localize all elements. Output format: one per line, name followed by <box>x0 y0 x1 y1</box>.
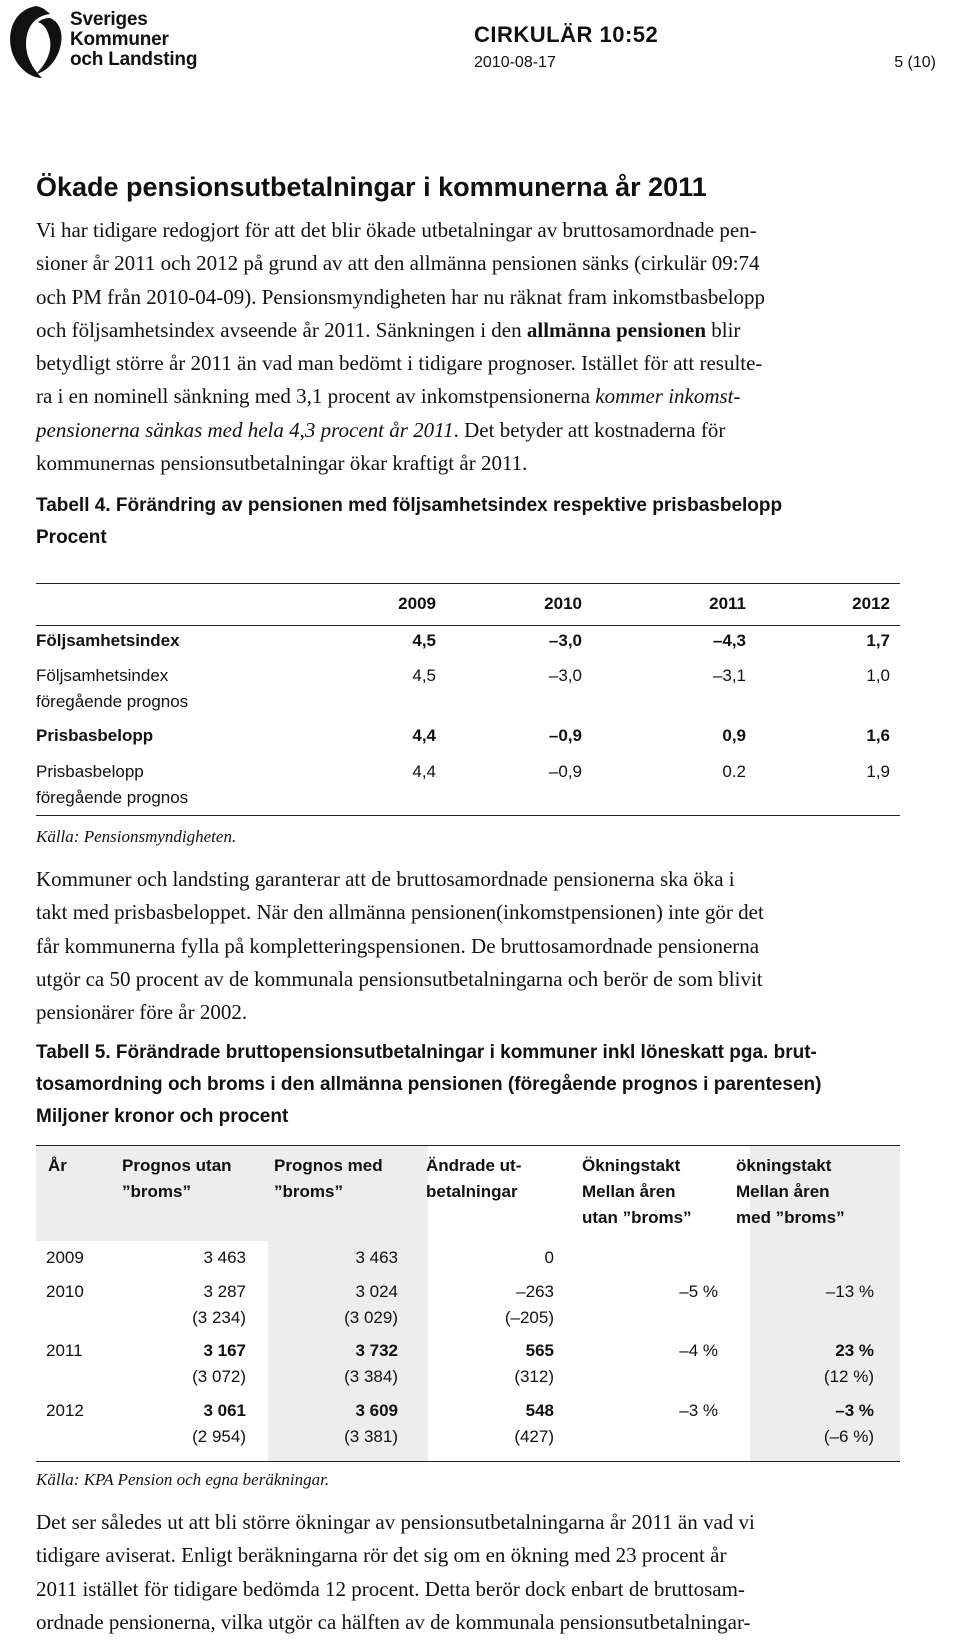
col-header-prognos-med: Prognos med ”broms” <box>274 1156 383 1201</box>
paragraph-guarantee: Kommuner och landsting garanterar att de bruttosamordnade pensionerna ska öka i takt med prisbasbeloppet. När den allmänna pensionen(inkomstpensionen) inte gör det får kommunerna fylla på kompletteringspensionen. De bruttosamordnade pensionerna utgör ca 50 procent av de kommunala pensionsutbetalningarna och berör de som blivit pensionärer före år 2002. <box>36 867 764 1025</box>
table4-bottom-rule <box>36 815 900 816</box>
table4-caption: Tabell 4. Förändring av pensionen med följsamhetsindex respektive prisbasbelopp Procent <box>36 495 783 548</box>
org-name: Sveriges Kommuner och Landsting <box>70 9 198 70</box>
page-title: Ökade pensionsutbetalningar i kommunerna år 2011 <box>36 172 707 202</box>
col-header-andrade: Ändrade ut- betalningar <box>426 1156 522 1201</box>
col-header-okning-med: ökningstakt Mellan åren med ”broms” <box>736 1156 845 1227</box>
org-logo <box>6 4 196 82</box>
table4-source: Källa: Pensionsmyndigheten. <box>36 827 237 846</box>
col-header-year: År <box>48 1156 67 1175</box>
table4-header-rule <box>36 625 900 626</box>
page-number: 5 (10) <box>894 54 936 71</box>
table5-bottom-rule <box>36 1461 900 1462</box>
col-header-prognos-utan: Prognos utan ”broms” <box>122 1156 232 1201</box>
table4-top-rule <box>36 583 900 584</box>
table5-caption: Tabell 5. Förändrade bruttopensionsutbetalningar i kommuner inkl löneskatt pga. brut- tosamordning och broms i den allmänna pensionen (föregående prognos i parentesen) Miljoner kronor och procent <box>36 1042 822 1127</box>
paragraph-conclusion: Det ser således ut att bli större ökningar av pensionsutbetalningarna år 2011 än vad vi tidigare aviserat. Enligt beräkningarna rör det sig om en ökning med 23 procent år 2011 istället för tidigare bedömda 12 procent. Detta berör dock enbart de bruttosam- ordnade pensionerna, vilka utgör ca hälften av de kommunala pensionsutbetalningar- <box>36 1510 755 1634</box>
skl-logo-icon <box>6 4 66 82</box>
document-date: 2010-08-17 <box>474 54 556 71</box>
col-header-okning-utan: Ökningstakt Mellan åren utan ”broms” <box>582 1156 692 1227</box>
circular-number: CIRKULÄR 10:52 <box>474 22 659 47</box>
table5-source: Källa: KPA Pension och egna beräkningar. <box>36 1470 330 1489</box>
paragraph-intro: Vi har tidigare redogjort för att det blir ökade utbetalningar av bruttosamordnade pen- sioner år 2011 och 2012 på grund av att den allmänna pensionen sänks (cirkulär 09:74 och PM från 2010-04-09). Pensionsmyndigheten har nu räknat fram inkomstbasbelopp och följsamhetsindex avseende år 2011. Sänkningen i den allmänna pensionen blir betydligt större år 2011 än vad man bedömt i tidigare prognoser. Istället för att resulte- ra i en nominell sänkning med 3,1 procent av inkomstpensionerna kommer inkomst- pensionerna sänkas med hela 4,3 procent år 2011. Det betyder att kostnaderna för kommunernas pensionsutbetalningar ökar kraftigt år 2011. <box>36 218 766 476</box>
table5-top-rule <box>36 1145 900 1146</box>
